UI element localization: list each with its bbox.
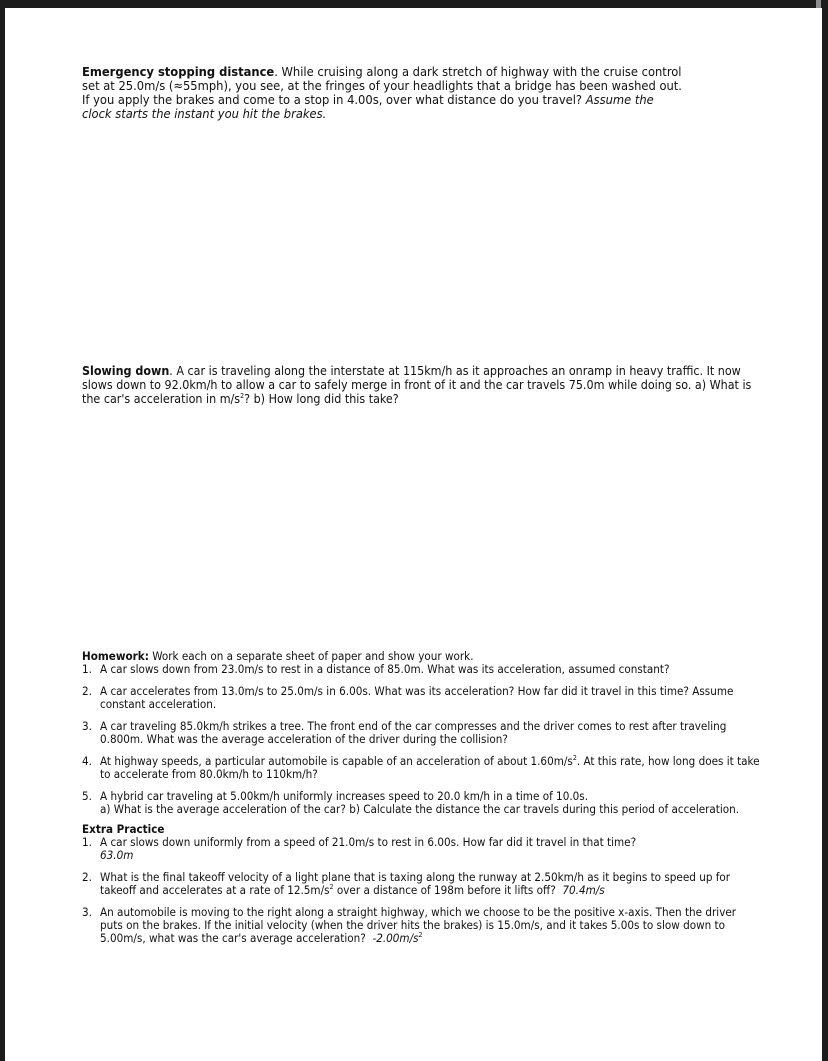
item-text: A car accelerates from 13.0m/s to 25.0m/s in 6.00s. What was its acceleration? How far did it travel in this time? Assume constant acceleration. [100, 684, 734, 711]
extra-item [82, 906, 762, 945]
homework-item [82, 685, 762, 711]
homework-title: Homework: [82, 649, 149, 663]
item-text: At highway speeds, a particular automobile is capable of an acceleration of about 1.60m/s [100, 754, 573, 768]
superscript: 2 [240, 391, 245, 400]
extra-practice-title: Extra Practice [82, 822, 165, 836]
item-number: 1. [82, 662, 92, 676]
item-text: What is the final takeoff velocity of a light plane that is taxing along the runway at 2.50km/h as it begins to speed up for takeoff and accelerates at a rate of 12.5m/s [100, 870, 731, 897]
item-text: A car slows down from 23.0m/s to rest in a distance of 85.0m. What was its acceleration, assumed constant? [100, 662, 670, 676]
item-number: 3. [82, 905, 92, 919]
problem-title: Emergency stopping distance [82, 65, 275, 80]
item-text-end: over a distance of 198m before it lifts off? [333, 883, 556, 897]
homework-item [82, 790, 762, 816]
homework-intro: Work each on a separate sheet of paper and show your work. [152, 649, 474, 663]
homework-section [82, 650, 762, 954]
superscript: 2 [418, 931, 423, 940]
homework-item [82, 663, 762, 676]
document-page [5, 8, 822, 1061]
extra-item [82, 871, 762, 897]
item-number: 2. [82, 684, 92, 698]
superscript: 2 [572, 754, 577, 763]
problem-body-end: ? b) How long did this take? [244, 391, 399, 406]
item-text: An automobile is moving to the right along a straight highway, which we choose to be the positive x-axis. Then the driver puts on the brakes. If the initial velocity (when the driver hits the brakes) is 15.0m/s, and it takes 5.00s to slow down to 5.00m/s, what was the car's average acceleration? [100, 905, 737, 945]
homework-item [82, 755, 762, 781]
item-answer: 63.0m [100, 848, 134, 862]
homework-item [82, 720, 762, 746]
item-text-end: . At this rate, how long does it take to accelerate from 80.0km/h to 110km/h? [100, 754, 760, 781]
problem-body: A car is traveling along the interstate at 115km/h as it approaches an onramp in heavy traffic. It now slows down to 92.0km/h to allow a car to safely merge in front of it and the car travels 75.0m while doing so. a) What is the car's acceleration in m/s [82, 363, 752, 406]
item-text-part2: a) What is the average acceleration of the car? b) Calculate the distance the car travels during this period of acceleration. [100, 802, 740, 816]
extra-item [82, 836, 762, 862]
problem-emergency-stopping: Emergency stopping distance. While cruising along a dark stretch of highway with the cruise control set at 25.0m/s (≈55mph), you see, at the fringes of your headlights that a bridge has been washed out. If you apply the brakes and come to a stop in 4.00s, over what distance do you travel? Assume the clock starts the instant you hit the brakes. [82, 65, 682, 122]
item-text: A car slows down uniformly from a speed of 21.0m/s to rest in 6.00s. How far did it travel in that time? [100, 835, 637, 849]
item-answer: 70.4m/s [562, 883, 605, 897]
scrollbar-thumb[interactable] [816, 0, 821, 8]
problem-slowing-down: Slowing down. A car is traveling along the interstate at 115km/h as it approaches an onramp in heavy traffic. It now slows down to 92.0km/h to allow a car to safely merge in front of it and the car travels 75.0m while doing so. a) What is the car's acceleration in $m/s^2$? b) How long did this take? [82, 363, 752, 406]
item-number: 2. [82, 870, 92, 884]
item-answer: -2.00m/s [372, 931, 419, 945]
item-text: A hybrid car traveling at 5.00km/h uniformly increases speed to 20.0 km/h in a time of 10.0s. [100, 789, 589, 803]
problem-note: Assume the clock starts the instant you hit the brakes. [82, 93, 654, 122]
superscript: 2 [329, 883, 334, 892]
item-number: 1. [82, 835, 92, 849]
item-text: A car traveling 85.0km/h strikes a tree. The front end of the car compresses and the driver comes to rest after traveling 0.800m. What was the average acceleration of the driver during the collision? [100, 719, 727, 746]
item-number: 4. [82, 754, 92, 768]
item-number: 5. [82, 789, 92, 803]
item-number: 3. [82, 719, 92, 733]
problem-title: Slowing down [82, 363, 170, 378]
problem-body: While cruising along a dark stretch of highway with the cruise control set at 25.0m/s (≈55mph), you see, at the fringes of your headlights that a bridge has been washed out. If you apply the brakes and come to a stop in 4.00s, over what distance do you travel? [82, 65, 682, 108]
